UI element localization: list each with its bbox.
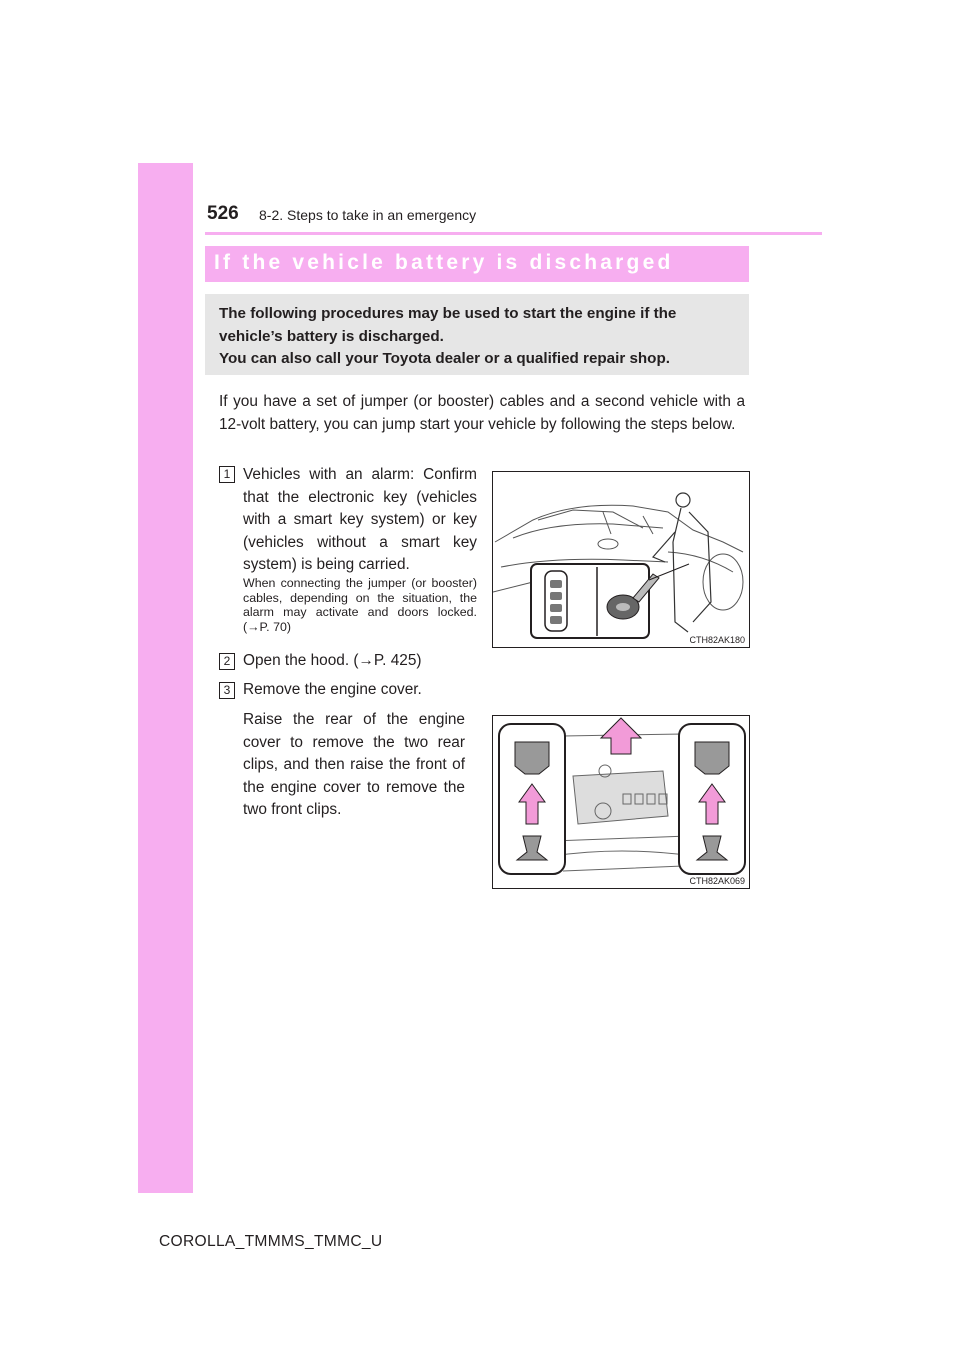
intro-line: vehicle’s battery is discharged. xyxy=(219,327,444,345)
clip-icon xyxy=(695,742,729,774)
car-key-illustration xyxy=(493,472,749,647)
step-3-text: Remove the engine cover. xyxy=(243,681,422,698)
rear-clip-inset-right xyxy=(679,724,745,874)
page-title: If the vehicle battery is discharged xyxy=(214,251,674,274)
step-number-badge: 1 xyxy=(219,466,235,483)
intro-line: You can also call your Toyota dealer or a qualified repair shop. xyxy=(219,350,670,367)
intro-box xyxy=(205,294,749,375)
header-divider xyxy=(205,232,822,235)
clip-icon xyxy=(515,742,549,774)
step-1-text: Vehicles with an alarm: Confirm that the electronic key (vehicles with a smart key system) or key (vehicles without a smart key system) is being carried. xyxy=(243,466,477,574)
intro-text xyxy=(219,303,739,371)
figure-car-key xyxy=(492,471,750,648)
title-bar xyxy=(205,246,749,282)
step-number-badge: 3 xyxy=(219,682,235,699)
arrow-up-icon xyxy=(601,718,641,754)
step-1-note: When connecting the jumper (or booster) cables, depending on the situation, the alarm may activate and doors locked. (→P. 70) xyxy=(243,576,477,634)
person-icon xyxy=(653,493,711,632)
page-number: 526 xyxy=(207,203,239,224)
chapter-tab xyxy=(138,163,193,1193)
section-heading: 8-2. Steps to take in an emergency xyxy=(259,207,477,223)
intro-line: The following procedures may be used to start the engine if the xyxy=(219,305,677,322)
step-number-badge: 2 xyxy=(219,653,235,670)
step-2-text: Open the hood. (→P. 425) xyxy=(243,652,422,669)
body-paragraph: If you have a set of jumper (or booster) cables and a second vehicle with a 12-volt battery, you can jump start your vehicle by following the steps below. xyxy=(219,393,745,433)
footer-model-code: COROLLA_TMMMS_TMMC_U xyxy=(159,1233,383,1250)
engine-cover-illustration xyxy=(493,716,749,888)
step-3-detail: Raise the rear of the engine cover to remove the two rear clips, and then raise the front of the engine cover to remove the two front clips. xyxy=(243,711,465,819)
smart-key-icon xyxy=(545,571,567,631)
figure-code: CTH82AK180 xyxy=(689,635,745,645)
figure-code: CTH82AK069 xyxy=(689,876,745,886)
figure-engine-cover xyxy=(492,715,750,889)
rear-clip-inset-left xyxy=(499,724,565,874)
